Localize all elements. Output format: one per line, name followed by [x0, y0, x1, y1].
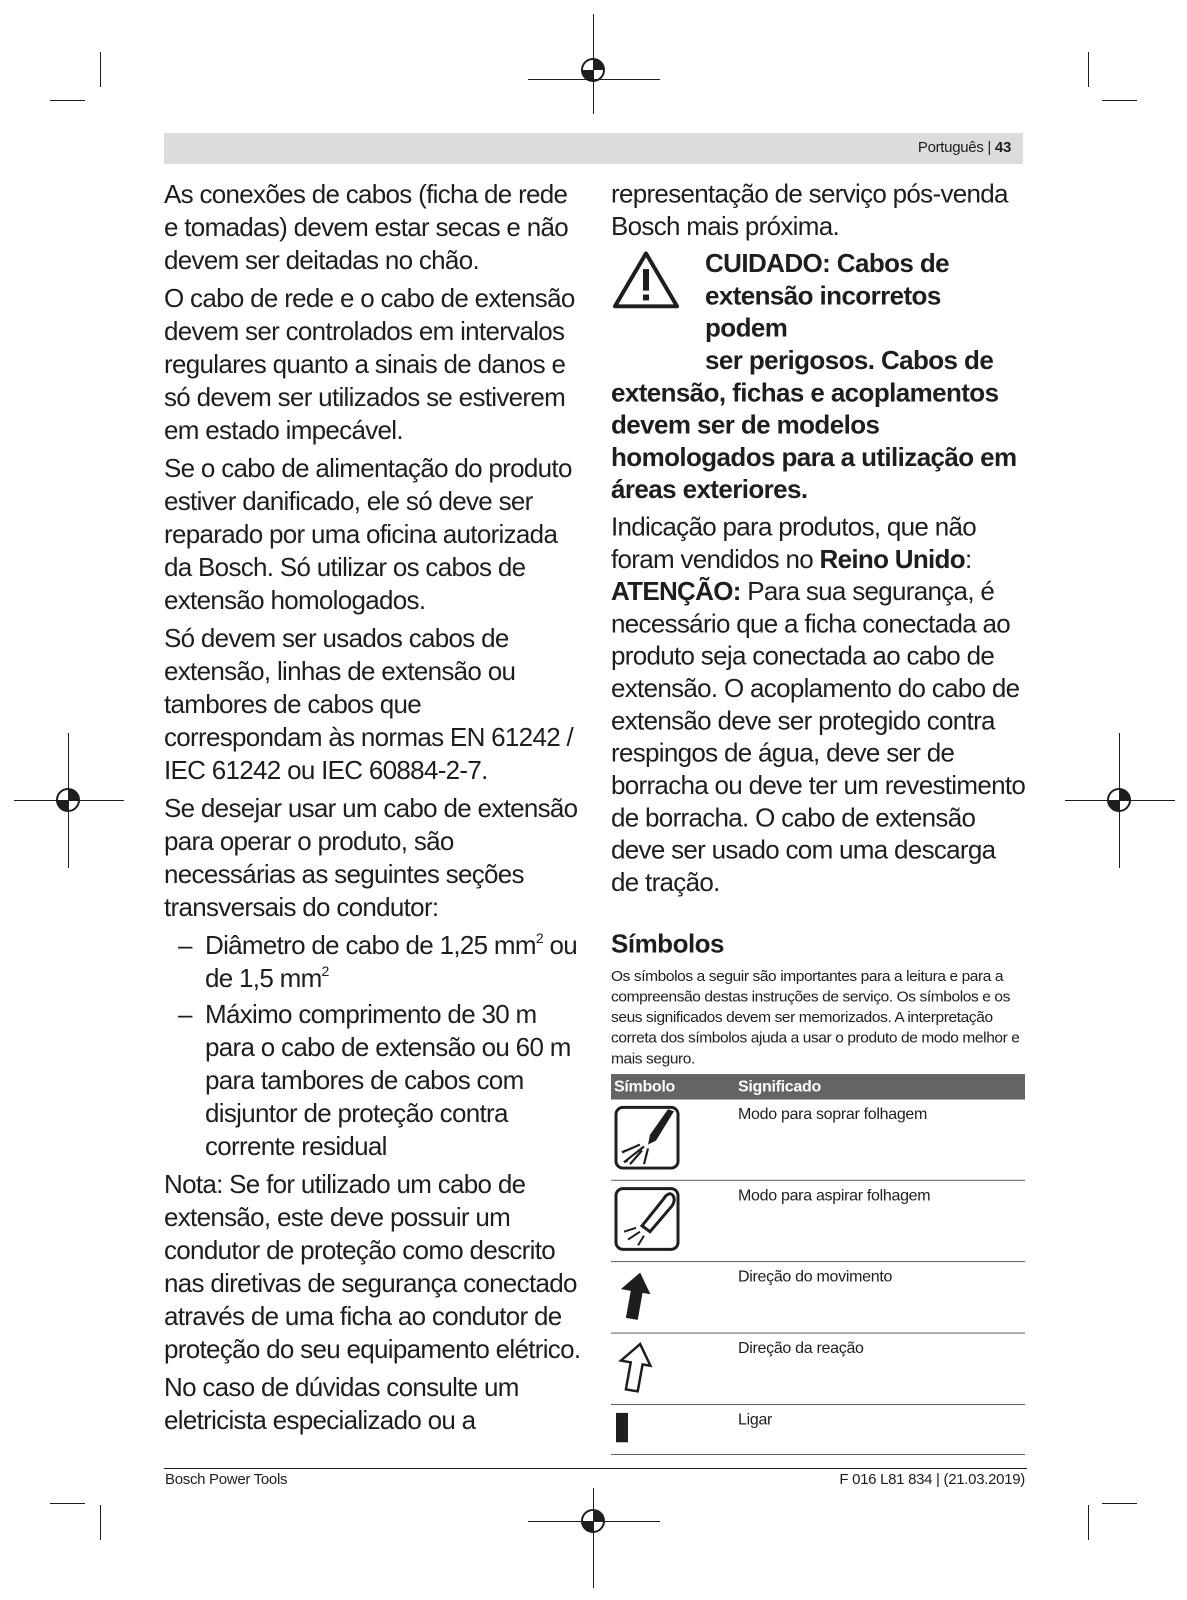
movement-direction-icon — [614, 1268, 654, 1323]
header-separator: | — [987, 139, 992, 156]
crop-mark — [1088, 52, 1089, 87]
footer-document-id: F 016 L81 834 | (21.03.2019) — [839, 1471, 1025, 1488]
vacuum-mode-icon — [614, 1187, 680, 1252]
left-column — [164, 178, 582, 1442]
list-dash: – — [178, 999, 192, 1029]
crop-mark — [1088, 1505, 1089, 1540]
symbol-meaning: Direção do movimento — [735, 1262, 1025, 1333]
symbol-meaning: Modo para aspirar folhagem — [735, 1180, 1025, 1261]
paragraph-cross-sections: Se desejar usar um cabo de extensão para operar o produto, são necessárias as seguintes seções transversais do condutor: — [164, 793, 578, 922]
cable-requirements-list — [164, 929, 582, 1163]
paragraph-cable-connections: As conexões de cabos (ficha de rede e tomadas) devem estar secas e não devem ser deitadas no chão. — [164, 179, 568, 275]
symbols-table — [611, 1074, 1025, 1455]
table-row — [611, 1180, 1025, 1261]
symbols-heading: Símbolos — [611, 929, 725, 959]
symbol-meaning: Modo para soprar folhagem — [735, 1100, 1025, 1181]
crop-mark — [1102, 100, 1137, 101]
paragraph-protective-conductor: Nota: Se for utilizado um cabo de extensão, este deve possuir um condutor de proteção como descrito nas diretivas de segurança conectado através de uma ficha ao condutor de proteção do seu equipamento elétrico. — [164, 1169, 581, 1364]
column-header-meaning: Significado — [735, 1074, 1025, 1099]
paragraph-service: representação de serviço pós-venda Bosch mais próxima. — [611, 178, 1008, 241]
symbol-meaning: Direção da reação — [735, 1333, 1025, 1404]
registration-line — [593, 1488, 594, 1588]
table-row — [611, 1100, 1025, 1181]
warning-text: extensão, fichas e acoplamentos devem ser de modelos homologados para a utilização em áreas exteriores. — [611, 377, 1017, 505]
warning-line-2: extensão incorretos podem — [705, 280, 941, 343]
symbol-meaning: Ligar — [735, 1405, 1025, 1455]
footer-divider — [164, 1468, 1027, 1469]
attention-label: ATENÇÃO: — [611, 576, 741, 606]
table-header-row — [611, 1074, 1025, 1099]
reaction-direction-icon — [614, 1339, 654, 1394]
warning-triangle-icon — [611, 249, 681, 310]
registration-mark-icon — [1106, 787, 1132, 813]
list-item: – Diâmetro de cabo de 1,25 $mm^2$ ou de 1,5 $mm^2$ — [178, 930, 577, 993]
registration-mark-icon — [55, 787, 81, 813]
column-header-symbol: Símbolo — [611, 1074, 735, 1099]
right-column — [611, 178, 1029, 1455]
crop-mark — [50, 1503, 85, 1504]
power-on-icon — [614, 1411, 634, 1444]
list-item: – Máximo comprimento de 30 m para o cabo de extensão ou 60 m para tambores de cabos com disjuntor de proteção contra corrente residual — [178, 999, 571, 1161]
crop-mark — [100, 1505, 101, 1540]
registration-mark-icon — [580, 57, 606, 83]
paragraph-standards: Só devem ser usados cabos de extensão, linhas de extensão ou tambores de cabos que correspondam às normas EN 61242 / IEC 61242 ou IEC 60884-2-7. — [164, 623, 574, 785]
paragraph-damaged-cable: Se o cabo de alimentação do produto estiver danificado, ele só deve ser reparado por uma oficina autorizada da Bosch. Só utilizar os cabos de extensão homologados. — [164, 453, 572, 615]
crop-mark — [50, 100, 85, 101]
footer-brand: Bosch Power Tools — [165, 1471, 288, 1488]
table-row — [611, 1333, 1025, 1404]
crop-mark — [100, 52, 101, 87]
header-label — [918, 139, 1011, 156]
symbols-intro: Os símbolos a seguir são importantes para a leitura e para a compreensão destas instruções de serviço. Os símbolos e os seus significados devem ser memorizados. A interpretação correta dos símbolos ajuda a usar o produto de modo melhor e mais seguro. — [611, 968, 1020, 1068]
paragraph-cable-inspection: O cabo de rede e o cabo de extensão devem ser controlados em intervalos regulares quanto a sinais de danos e só devem ser utilizados se estiverem em estado impecável. — [164, 283, 575, 445]
warning-block — [611, 248, 1029, 507]
blow-mode-icon — [614, 1105, 680, 1170]
paragraph-consult-electrician: No caso de dúvidas consulte um eletricista especializado ou a — [164, 1372, 519, 1435]
table-row — [611, 1405, 1025, 1455]
warning-line-3: ser perigosos. Cabos de — [705, 345, 994, 375]
crop-mark — [1102, 1503, 1137, 1504]
list-dash: – — [178, 930, 192, 960]
header-language: Português — [917, 139, 984, 156]
page-header — [164, 133, 1023, 164]
paragraph-uk-note: Indicação para produtos, que não foram vendidos no Reino Unido: ATENÇÃO: Para sua segurança, é necessário que a ficha conectada ao produto seja conectada ao cabo de extensão. O acoplamento do cabo de extensão deve ser protegido contra respingos de água, deve ser de borracha ou deve ter um revestimento de borracha. O cabo de extensão deve ser usado com uma descarga de tração. — [611, 511, 1026, 897]
page-number: 43 — [994, 139, 1011, 156]
registration-mark-icon — [580, 1508, 606, 1534]
table-row — [611, 1262, 1025, 1333]
warning-line-1: CUIDADO: Cabos de — [705, 248, 950, 278]
